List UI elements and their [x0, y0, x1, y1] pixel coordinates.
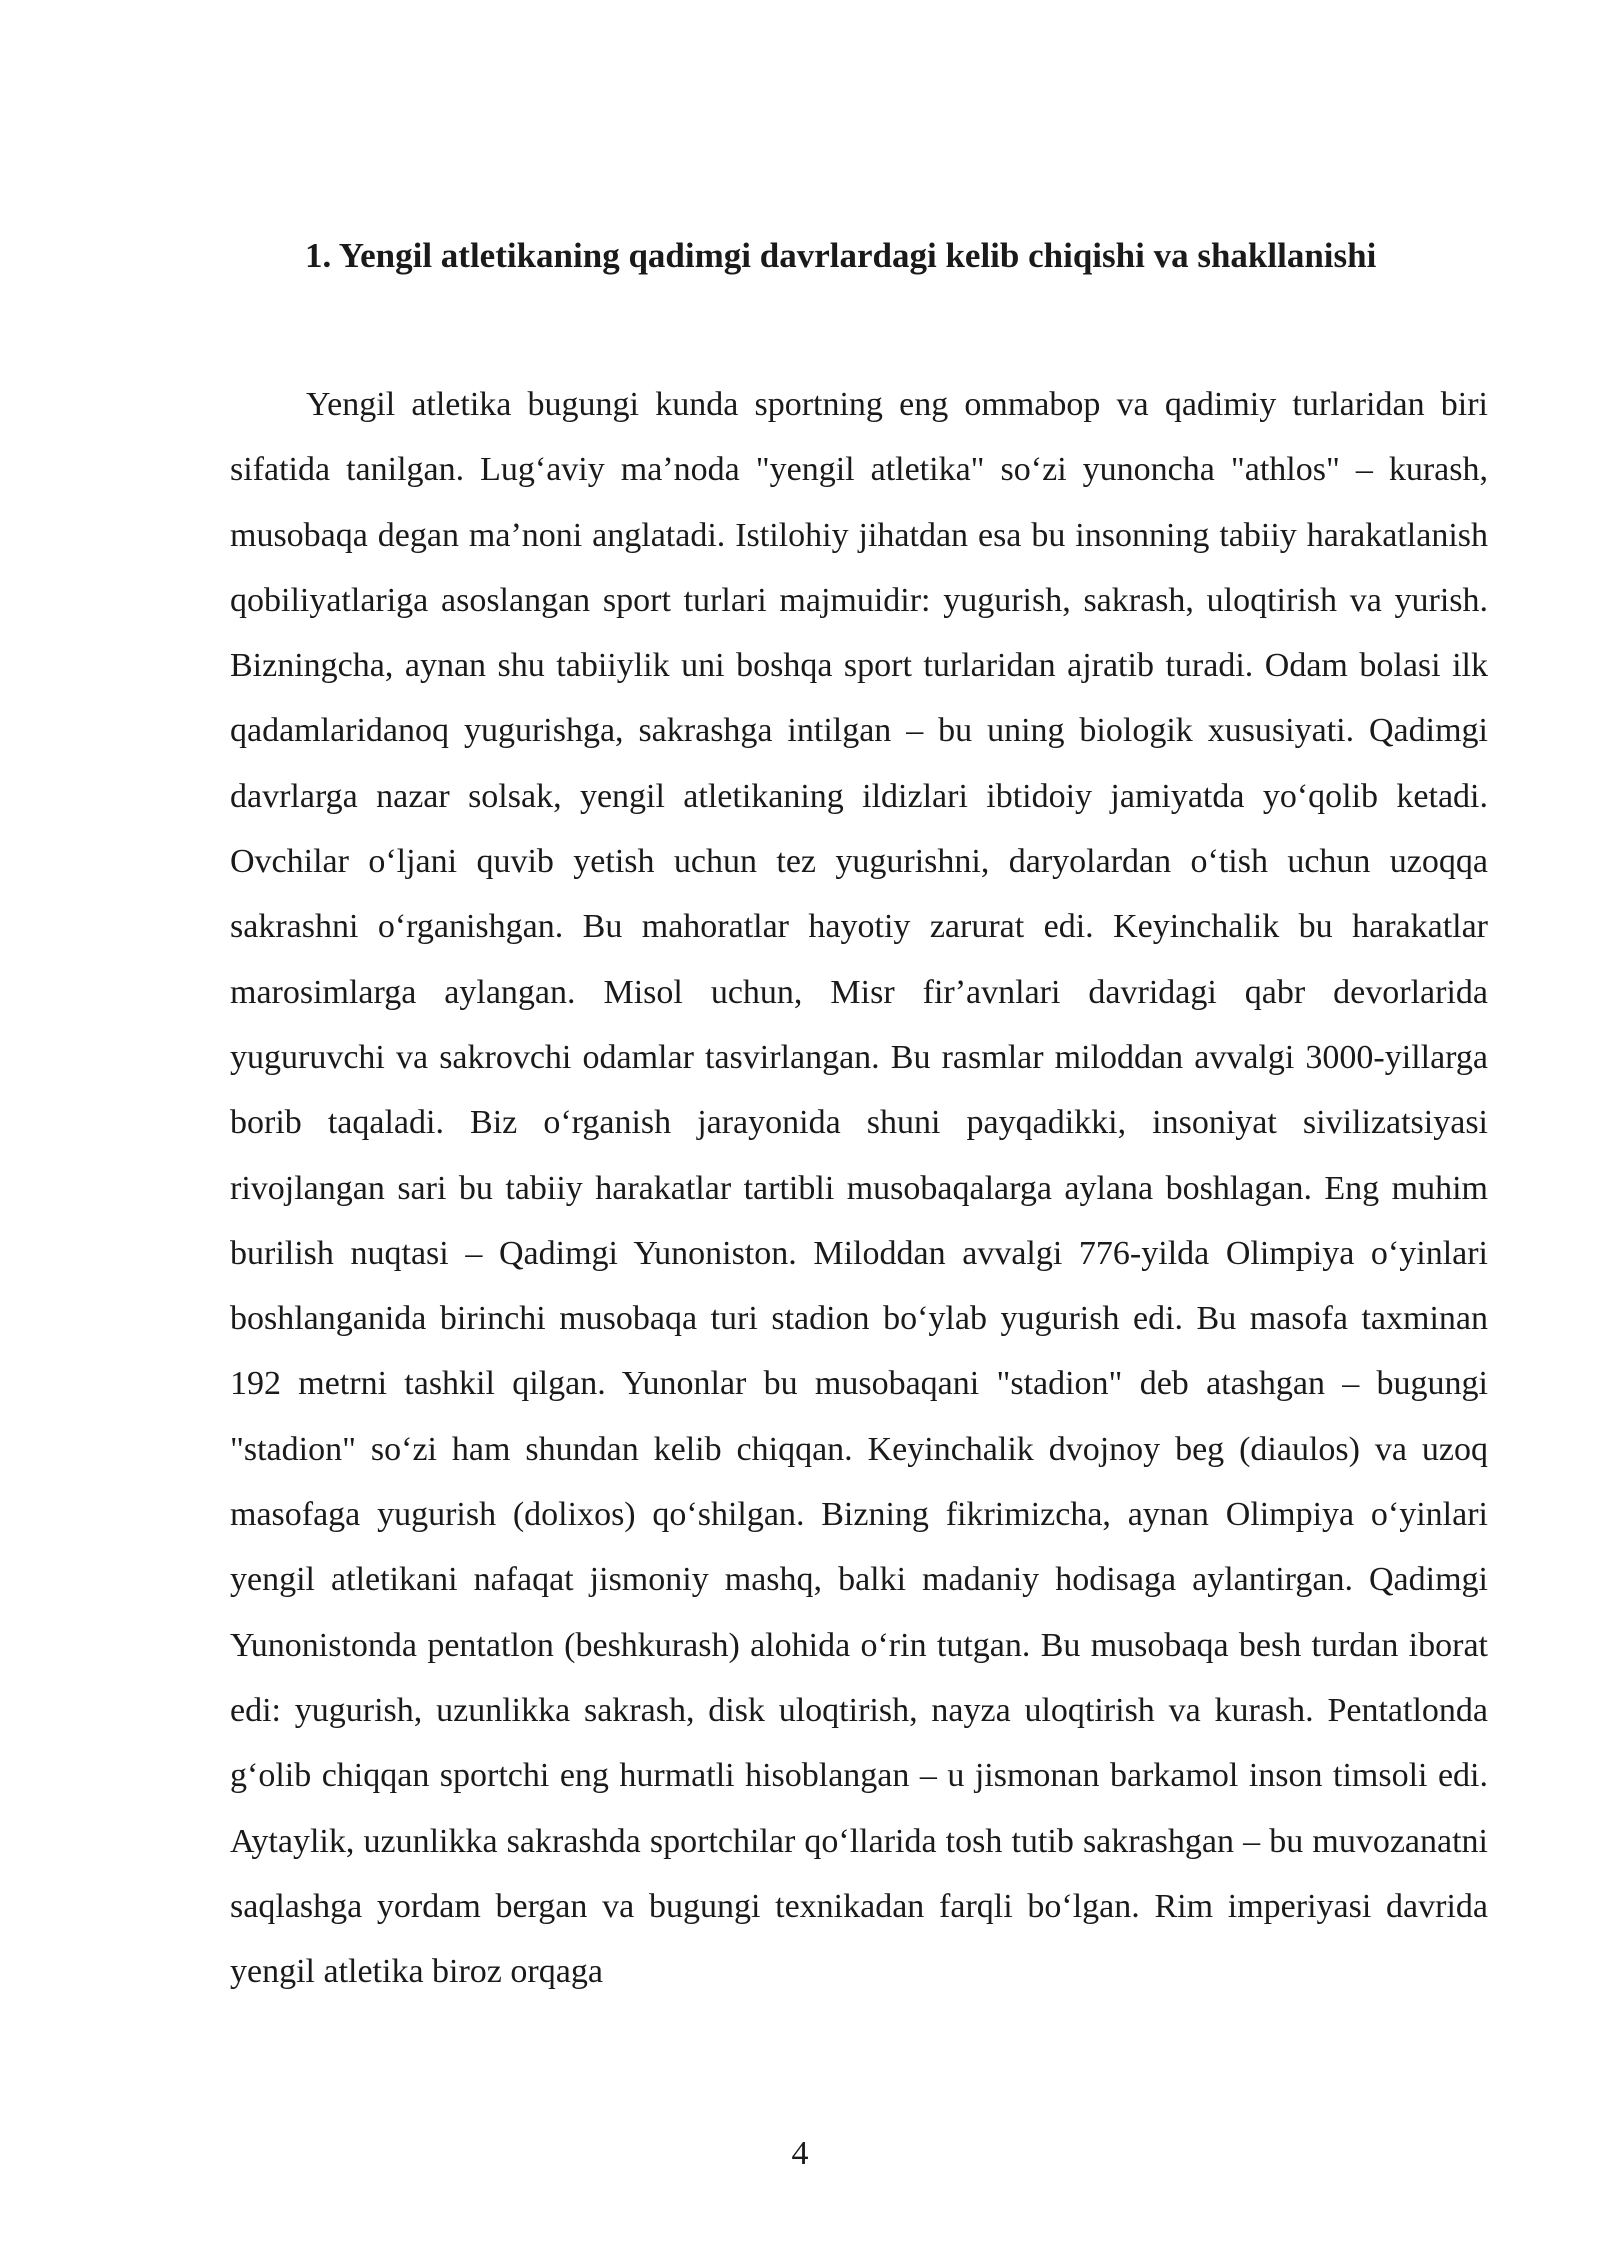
section-heading: 1. Yengil atletikaning qadimgi davrlardagi kelib chiqishi va shakllanishi	[305, 236, 1377, 275]
body-paragraph: Yengil atletika bugungi kunda sportning eng ommabop va qadimiy turlaridan biri sifatida tanilgan. Lugʻaviy maʼnoda "yengil atletika" soʻzi yunoncha "athlos" – kurash, musobaqa degan maʼnoni anglatadi. Istilohiy jihatdan esa bu insonning tabiiy harakatlanish qobiliyatlariga asoslangan sport turlari majmuidir: yugurish, sakrash, uloqtirish va yurish. Bizningcha, aynan shu tabiiylik uni boshqa sport turlaridan ajratib turadi. Odam bolasi ilk qadamlaridanoq yugurishga, sakrashga intilgan – bu uning biologik xususiyati. Qadimgi davrlarga nazar solsak, yengil atletikaning ildizlari ibtidoiy jamiyatda yoʻqolib ketadi. Ovchilar oʻljani quvib yetish uchun tez yugurishni, daryolardan oʻtish uchun uzoqqa sakrashni oʻrganishgan. Bu mahoratlar hayotiy zarurat edi. Keyinchalik bu harakatlar marosimlarga aylangan. Misol uchun, Misr firʼavnlari davridagi qabr devorlarida yuguruvchi va sakrovchi odamlar tasvirlangan. Bu rasmlar miloddan avvalgi 3000-yillarga borib taqaladi. Biz oʻrganish jarayonida shuni payqadikki, insoniyat sivilizatsiyasi rivojlangan sari bu tabiiy harakatlar tartibli musobaqalarga aylana boshlagan. Eng muhim burilish nuqtasi – Qadimgi Yunoniston. Miloddan avvalgi 776-yilda Olimpiya oʻyinlari boshlanganida birinchi musobaqa turi stadion boʻylab yugurish edi. Bu masofa taxminan 192 metrni tashkil qilgan. Yunonlar bu musobaqani "stadion" deb atashgan – bugungi "stadion" soʻzi ham shundan kelib chiqqan. Keyinchalik dvojnoy beg (diaulos) va uzoq masofaga yugurish (dolixos) qoʻshilgan. Bizning fikrimizcha, aynan Olimpiya oʻyinlari yengil atletikani nafaqat jismoniy mashq, balki madaniy hodisaga aylantirgan. Qadimgi Yunonistonda pentatlon (beshkurash) alohida oʻrin tutgan. Bu musobaqa besh turdan iborat edi: yugurish, uzunlikka sakrash, disk uloqtirish, nayza uloqtirish va kurash. Pentatlonda gʻolib chiqqan sportchi eng hurmatli hisoblangan – u jismonan barkamol inson timsoli edi. Aytaylik, uzunlikka sakrashda sportchilar qoʻllarida tosh tutib sakrashgan – bu muvozanatni saqlashga yordam bergan va bugungi texnikadan farqli boʻlgan. Rim imperiyasi davrida yengil atletika biroz orqaga	[230, 386, 1488, 1991]
page-number: 4	[791, 2135, 809, 2172]
